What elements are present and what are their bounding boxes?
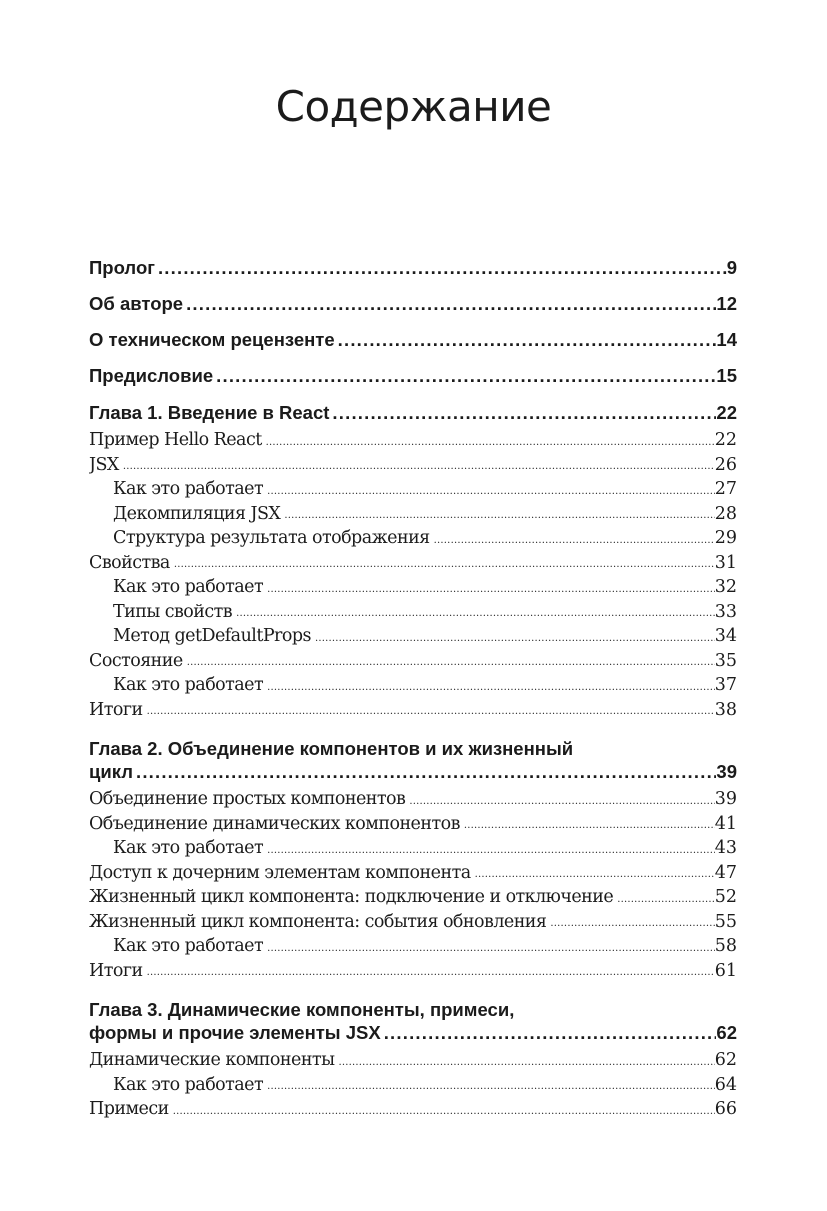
toc-item[interactable] (89, 698, 737, 723)
dot-leader (143, 960, 715, 983)
toc-label: Доступ к дочерним элементам компонента (89, 862, 471, 883)
toc-label: Объединение динамических компонентов (89, 813, 460, 834)
toc-page: 22 (714, 430, 737, 450)
toc-item[interactable] (89, 787, 737, 812)
toc-page: 64 (714, 1074, 737, 1095)
dot-leader (213, 365, 716, 387)
dot-leader (471, 862, 715, 885)
toc-entry-about-author[interactable] (89, 293, 737, 315)
dot-leader (405, 789, 714, 812)
dot-leader (335, 329, 717, 351)
dot-leader (460, 813, 715, 836)
toc-label: Пролог (89, 257, 155, 278)
toc-label: Как это работает (113, 838, 264, 858)
toc-page: 35 (714, 650, 737, 671)
dot-leader (430, 528, 715, 551)
toc-chapter-1[interactable] (89, 402, 737, 424)
toc-subitem[interactable] (89, 502, 737, 527)
toc-label: Структура результата отображения (113, 528, 430, 548)
toc-page: 27 (714, 479, 737, 499)
chapter-title-line: Глава 2. Объединение компонентов и их жизненный (89, 738, 574, 759)
page-title: Содержание (275, 82, 552, 131)
toc-label: Об авторе (89, 293, 184, 314)
toc-subitem[interactable] (89, 624, 737, 649)
dot-leader (263, 675, 715, 698)
dot-leader (334, 1050, 714, 1073)
toc-label: Пример Hello React (89, 430, 262, 450)
toc-item[interactable] (89, 1097, 737, 1122)
dot-leader (613, 887, 715, 910)
toc-subitem[interactable] (89, 934, 737, 959)
toc-page: 55 (714, 911, 737, 932)
dot-leader (381, 1022, 717, 1044)
toc-item[interactable] (89, 812, 737, 837)
dot-leader (329, 402, 716, 424)
dot-leader (169, 1099, 715, 1122)
toc-page: 43 (714, 838, 737, 858)
dot-leader (263, 838, 715, 861)
toc-page: 38 (714, 699, 737, 720)
dot-leader (263, 1074, 715, 1097)
dot-leader (311, 626, 715, 649)
dot-leader (263, 577, 715, 600)
toc-label: Метод getDefaultProps (113, 626, 311, 646)
chapter-title: Глава 1. Введение в React (89, 402, 330, 423)
toc-page: 39 (716, 761, 737, 782)
toc-entry-preface[interactable] (89, 365, 737, 387)
dot-leader (170, 552, 715, 575)
toc-label: Жизненный цикл компонента: события обновления (89, 911, 547, 932)
dot-leader (262, 430, 715, 453)
toc-page: 62 (716, 1022, 737, 1043)
toc-label: Как это работает (113, 479, 264, 499)
toc-label: Динамические компоненты (89, 1050, 335, 1070)
toc-page: 28 (714, 503, 737, 524)
dot-leader (119, 454, 715, 477)
toc-label: Предисловие (89, 365, 214, 386)
toc-label: Как это работает (113, 675, 264, 695)
toc-page: 52 (714, 887, 737, 907)
toc-page: 66 (714, 1099, 737, 1119)
dot-leader (263, 479, 715, 502)
toc-item[interactable] (89, 910, 737, 935)
dot-leader (183, 650, 715, 673)
toc-page: 32 (714, 577, 737, 597)
toc-label: Как это работает (113, 936, 264, 956)
dot-leader (280, 503, 714, 526)
dot-leader (546, 911, 714, 934)
toc-label: Итоги (89, 699, 143, 720)
toc-page: 61 (714, 960, 737, 981)
toc-label: Жизненный цикл компонента: подключение и отключение (89, 887, 614, 907)
toc-page: 34 (714, 626, 737, 646)
toc-item[interactable] (89, 885, 737, 910)
toc-label: Состояние (89, 650, 183, 671)
dot-leader (155, 257, 727, 279)
toc-subitem[interactable] (89, 600, 737, 625)
toc-page: 47 (714, 862, 737, 883)
toc-chapter-3[interactable] (89, 998, 737, 1044)
toc-item[interactable] (89, 861, 737, 886)
toc-item[interactable] (89, 453, 737, 478)
dot-leader (183, 293, 716, 315)
toc-label: Примеси (89, 1099, 169, 1119)
toc-item[interactable] (89, 1048, 737, 1073)
toc-label: О техническом рецензенте (89, 329, 335, 350)
table-of-contents (89, 257, 737, 1122)
toc-subitem[interactable] (89, 836, 737, 861)
chapter-title-line: цикл (89, 761, 133, 782)
toc-label: JSX (89, 454, 119, 475)
toc-subitem[interactable] (89, 673, 737, 698)
toc-page: 26 (714, 454, 737, 475)
toc-entry-tech-reviewer[interactable] (89, 329, 737, 351)
toc-page: 62 (714, 1050, 737, 1070)
chapter-title-line: формы и прочие элементы JSX (89, 1022, 381, 1043)
toc-subitem[interactable] (89, 575, 737, 600)
toc-label: Декомпиляция JSX (113, 503, 281, 524)
toc-page: 29 (714, 528, 737, 548)
toc-label: Объединение простых компонентов (89, 789, 406, 809)
toc-entry-prologue[interactable] (89, 257, 737, 279)
dot-leader (263, 936, 715, 959)
toc-item[interactable] (89, 428, 737, 453)
toc-page: 22 (716, 402, 737, 423)
toc-page: 12 (716, 293, 737, 314)
toc-page: 9 (726, 257, 737, 278)
toc-item[interactable] (89, 649, 737, 674)
toc-item[interactable] (89, 551, 737, 576)
toc-label: Как это работает (113, 577, 264, 597)
dot-leader (232, 601, 715, 624)
toc-item[interactable] (89, 959, 737, 984)
toc-chapter-2[interactable] (89, 737, 737, 783)
toc-subitem[interactable] (89, 477, 737, 502)
toc-page: 31 (714, 552, 737, 573)
chapter-title-line: Глава 3. Динамические компоненты, примеси, (89, 999, 515, 1020)
toc-page: 58 (714, 936, 737, 956)
dot-leader (133, 761, 716, 783)
toc-page: 15 (716, 365, 737, 386)
dot-leader (143, 699, 715, 722)
toc-label: Типы свойств (113, 601, 233, 622)
toc-label: Свойства (89, 552, 170, 573)
toc-page: 37 (714, 675, 737, 695)
toc-label: Как это работает (113, 1074, 264, 1095)
toc-subitem[interactable] (89, 1073, 737, 1098)
toc-page: 41 (714, 813, 737, 834)
toc-page: 14 (716, 329, 737, 350)
toc-label: Итоги (89, 960, 143, 981)
toc-subitem[interactable] (89, 526, 737, 551)
toc-page: 33 (714, 601, 737, 622)
toc-page: 39 (714, 789, 737, 809)
